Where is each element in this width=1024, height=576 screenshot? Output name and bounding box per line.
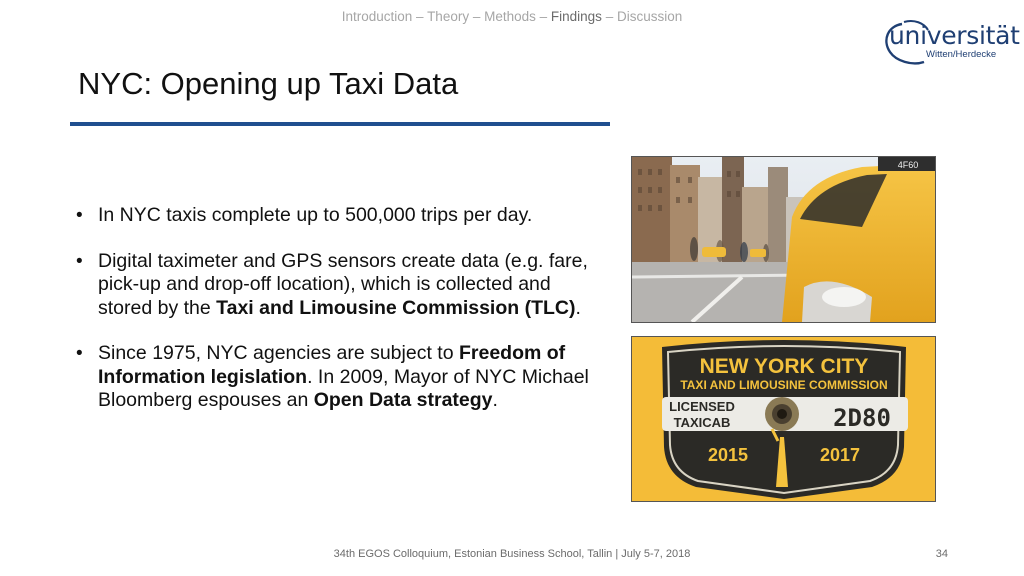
medallion-year-start: 2015 (707, 445, 749, 465)
footer-text: 34th EGOS Colloquium, Estonian Business School, Tallin | July 5-7, 2018 (333, 548, 691, 560)
logo-subtitle: Witten/Herdecke (926, 49, 997, 60)
bullet-dot-icon: • (76, 205, 83, 226)
university-logo (880, 18, 1020, 70)
taxi-street-photo (631, 156, 936, 323)
bullet-list (74, 204, 594, 435)
medallion-year-end: 2017 (819, 445, 861, 465)
taxi-street-illustration (632, 157, 935, 322)
roof-sign-text: 4F60 (897, 160, 919, 170)
section-navigation (0, 9, 1024, 24)
bullet-text: Digital taximeter and GPS sensors create data (e.g. fare, pick-up and drop-off location), which is collected and stored by the (98, 249, 588, 319)
nav-separator: – (535, 9, 551, 24)
nav-separator: – (469, 9, 485, 24)
medallion-number: 2D80 (833, 404, 891, 432)
bullet-text: Since 1975, NYC agencies are subject to (98, 342, 459, 364)
bullet-dot-icon: • (76, 250, 83, 272)
nav-item-introduction: Introduction (341, 9, 413, 24)
bullet-text: . In 2009, Mayor of NYC Michael Bloomberg espouses an (98, 365, 589, 411)
bullet-item (74, 342, 594, 413)
bullet-item (74, 250, 594, 321)
page-number: 34 (935, 548, 948, 560)
medallion-line1: NEW YORK CITY (699, 355, 869, 378)
nav-item-findings: Findings (550, 9, 602, 24)
bullet-emphasis: Open Data strategy (313, 389, 493, 411)
title-underline (70, 122, 610, 126)
bullet-text: In NYC taxis complete up to 500,000 trips per day. (98, 204, 533, 226)
slide-title: NYC: Opening up Taxi Data (78, 66, 459, 101)
bullet-item (74, 204, 594, 228)
bullet-dot-icon: • (76, 343, 83, 364)
nav-separator: – (601, 9, 617, 24)
nav-item-theory: Theory (427, 9, 470, 24)
medallion-taxicab: TAXICAB (673, 415, 731, 430)
tlc-medallion-photo (631, 336, 936, 502)
nav-item-methods: Methods (484, 9, 536, 24)
nav-separator: – (412, 9, 428, 24)
logo-wordmark: universität (889, 21, 1020, 50)
nav-item-discussion: Discussion (616, 9, 683, 24)
medallion-licensed: LICENSED (669, 399, 735, 414)
bullet-emphasis: Taxi and Limousine Commission (TLC) (216, 296, 576, 319)
bullet-emphasis: Freedom of Information legislation (98, 342, 566, 388)
bullet-text: . (575, 296, 581, 319)
medallion-line2: TAXI AND LIMOUSINE COMMISSION (680, 378, 888, 392)
bullet-text: . (492, 389, 498, 411)
medallion-illustration (632, 337, 935, 501)
